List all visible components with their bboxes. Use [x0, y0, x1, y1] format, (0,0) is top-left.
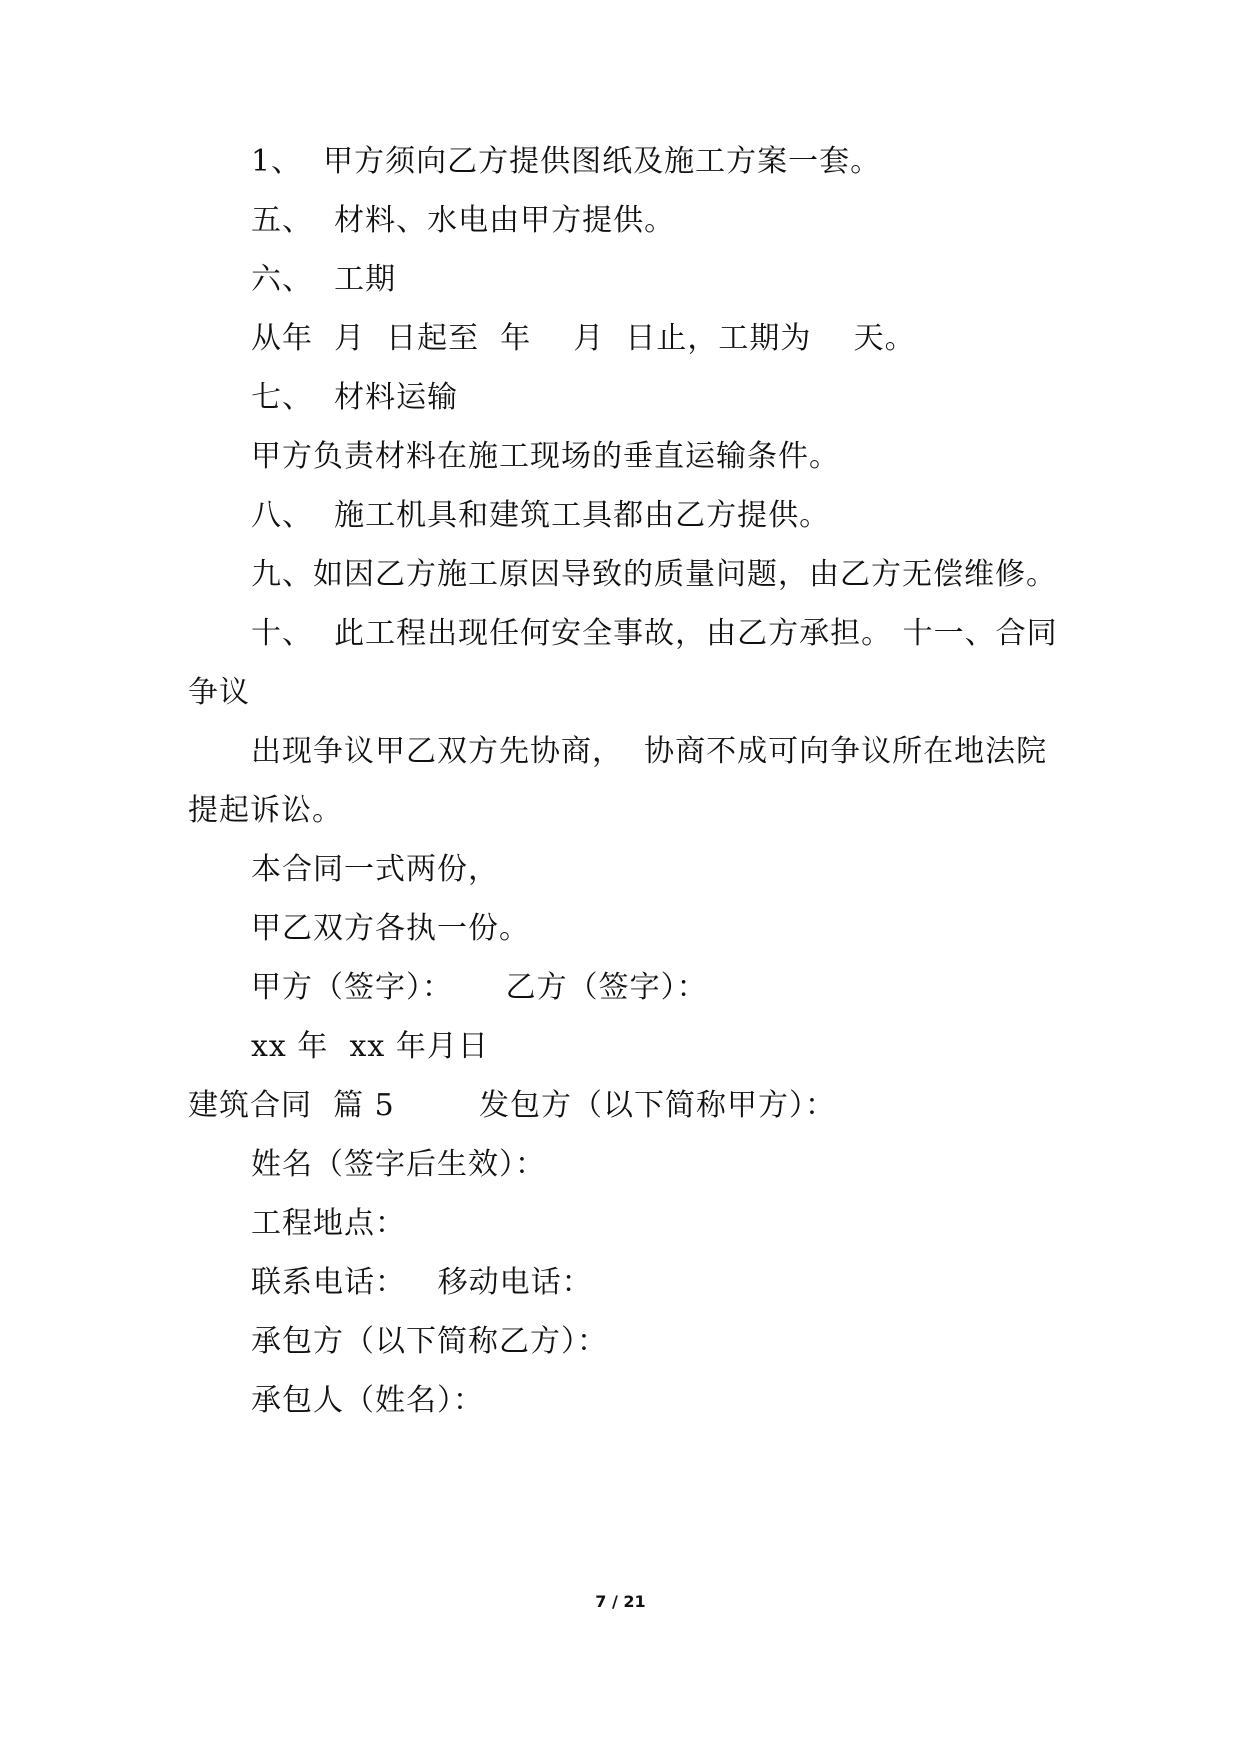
text-line: 承包方（以下简称乙方）：: [251, 1324, 608, 1359]
text-line: 争议: [188, 675, 250, 710]
text-line: 从年 月 日起至 年 月 日止，工期为 天。: [251, 321, 916, 356]
text-line: 六、 工期: [251, 262, 397, 297]
text-line: 九、如因乙方施工原因导致的质量问题，由乙方无偿维修。: [251, 557, 1057, 592]
text-line: 甲乙双方各执一份。: [251, 911, 530, 946]
text-line: 本合同一式两份，: [251, 852, 499, 887]
text-line: 工程地点：: [251, 1206, 406, 1241]
text-line: 承包人（姓名）：: [251, 1383, 484, 1418]
text-line: 八、 施工机具和建筑工具都由乙方提供。: [251, 498, 831, 533]
text-line: 甲方负责材料在施工现场的垂直运输条件。: [251, 439, 840, 474]
section-heading: 建筑合同 篇 5 发包方（以下简称甲方）：: [188, 1088, 836, 1123]
text-line: 联系电话： 移动电话：: [251, 1265, 593, 1300]
text-line: 甲方（签字）： 乙方（签字）：: [251, 970, 708, 1005]
text-line: xx 年 xx 年月日: [251, 1029, 489, 1064]
text-line: 姓名（签字后生效）：: [251, 1147, 546, 1182]
text-line: 出现争议甲乙双方先协商， 协商不成可向争议所在地法院: [251, 734, 1048, 769]
text-line: 七、 材料运输: [251, 380, 459, 415]
text-line: 1、 甲方须向乙方提供图纸及施工方案一套。: [251, 144, 882, 179]
text-line: 五、 材料、水电由甲方提供。: [251, 203, 676, 238]
page-number: 7 / 21: [595, 1592, 646, 1611]
text-line: 十、 此工程出现任何安全事故，由乙方承担。 十一、合同: [251, 616, 1058, 651]
text-line: 提起诉讼。: [188, 793, 343, 828]
